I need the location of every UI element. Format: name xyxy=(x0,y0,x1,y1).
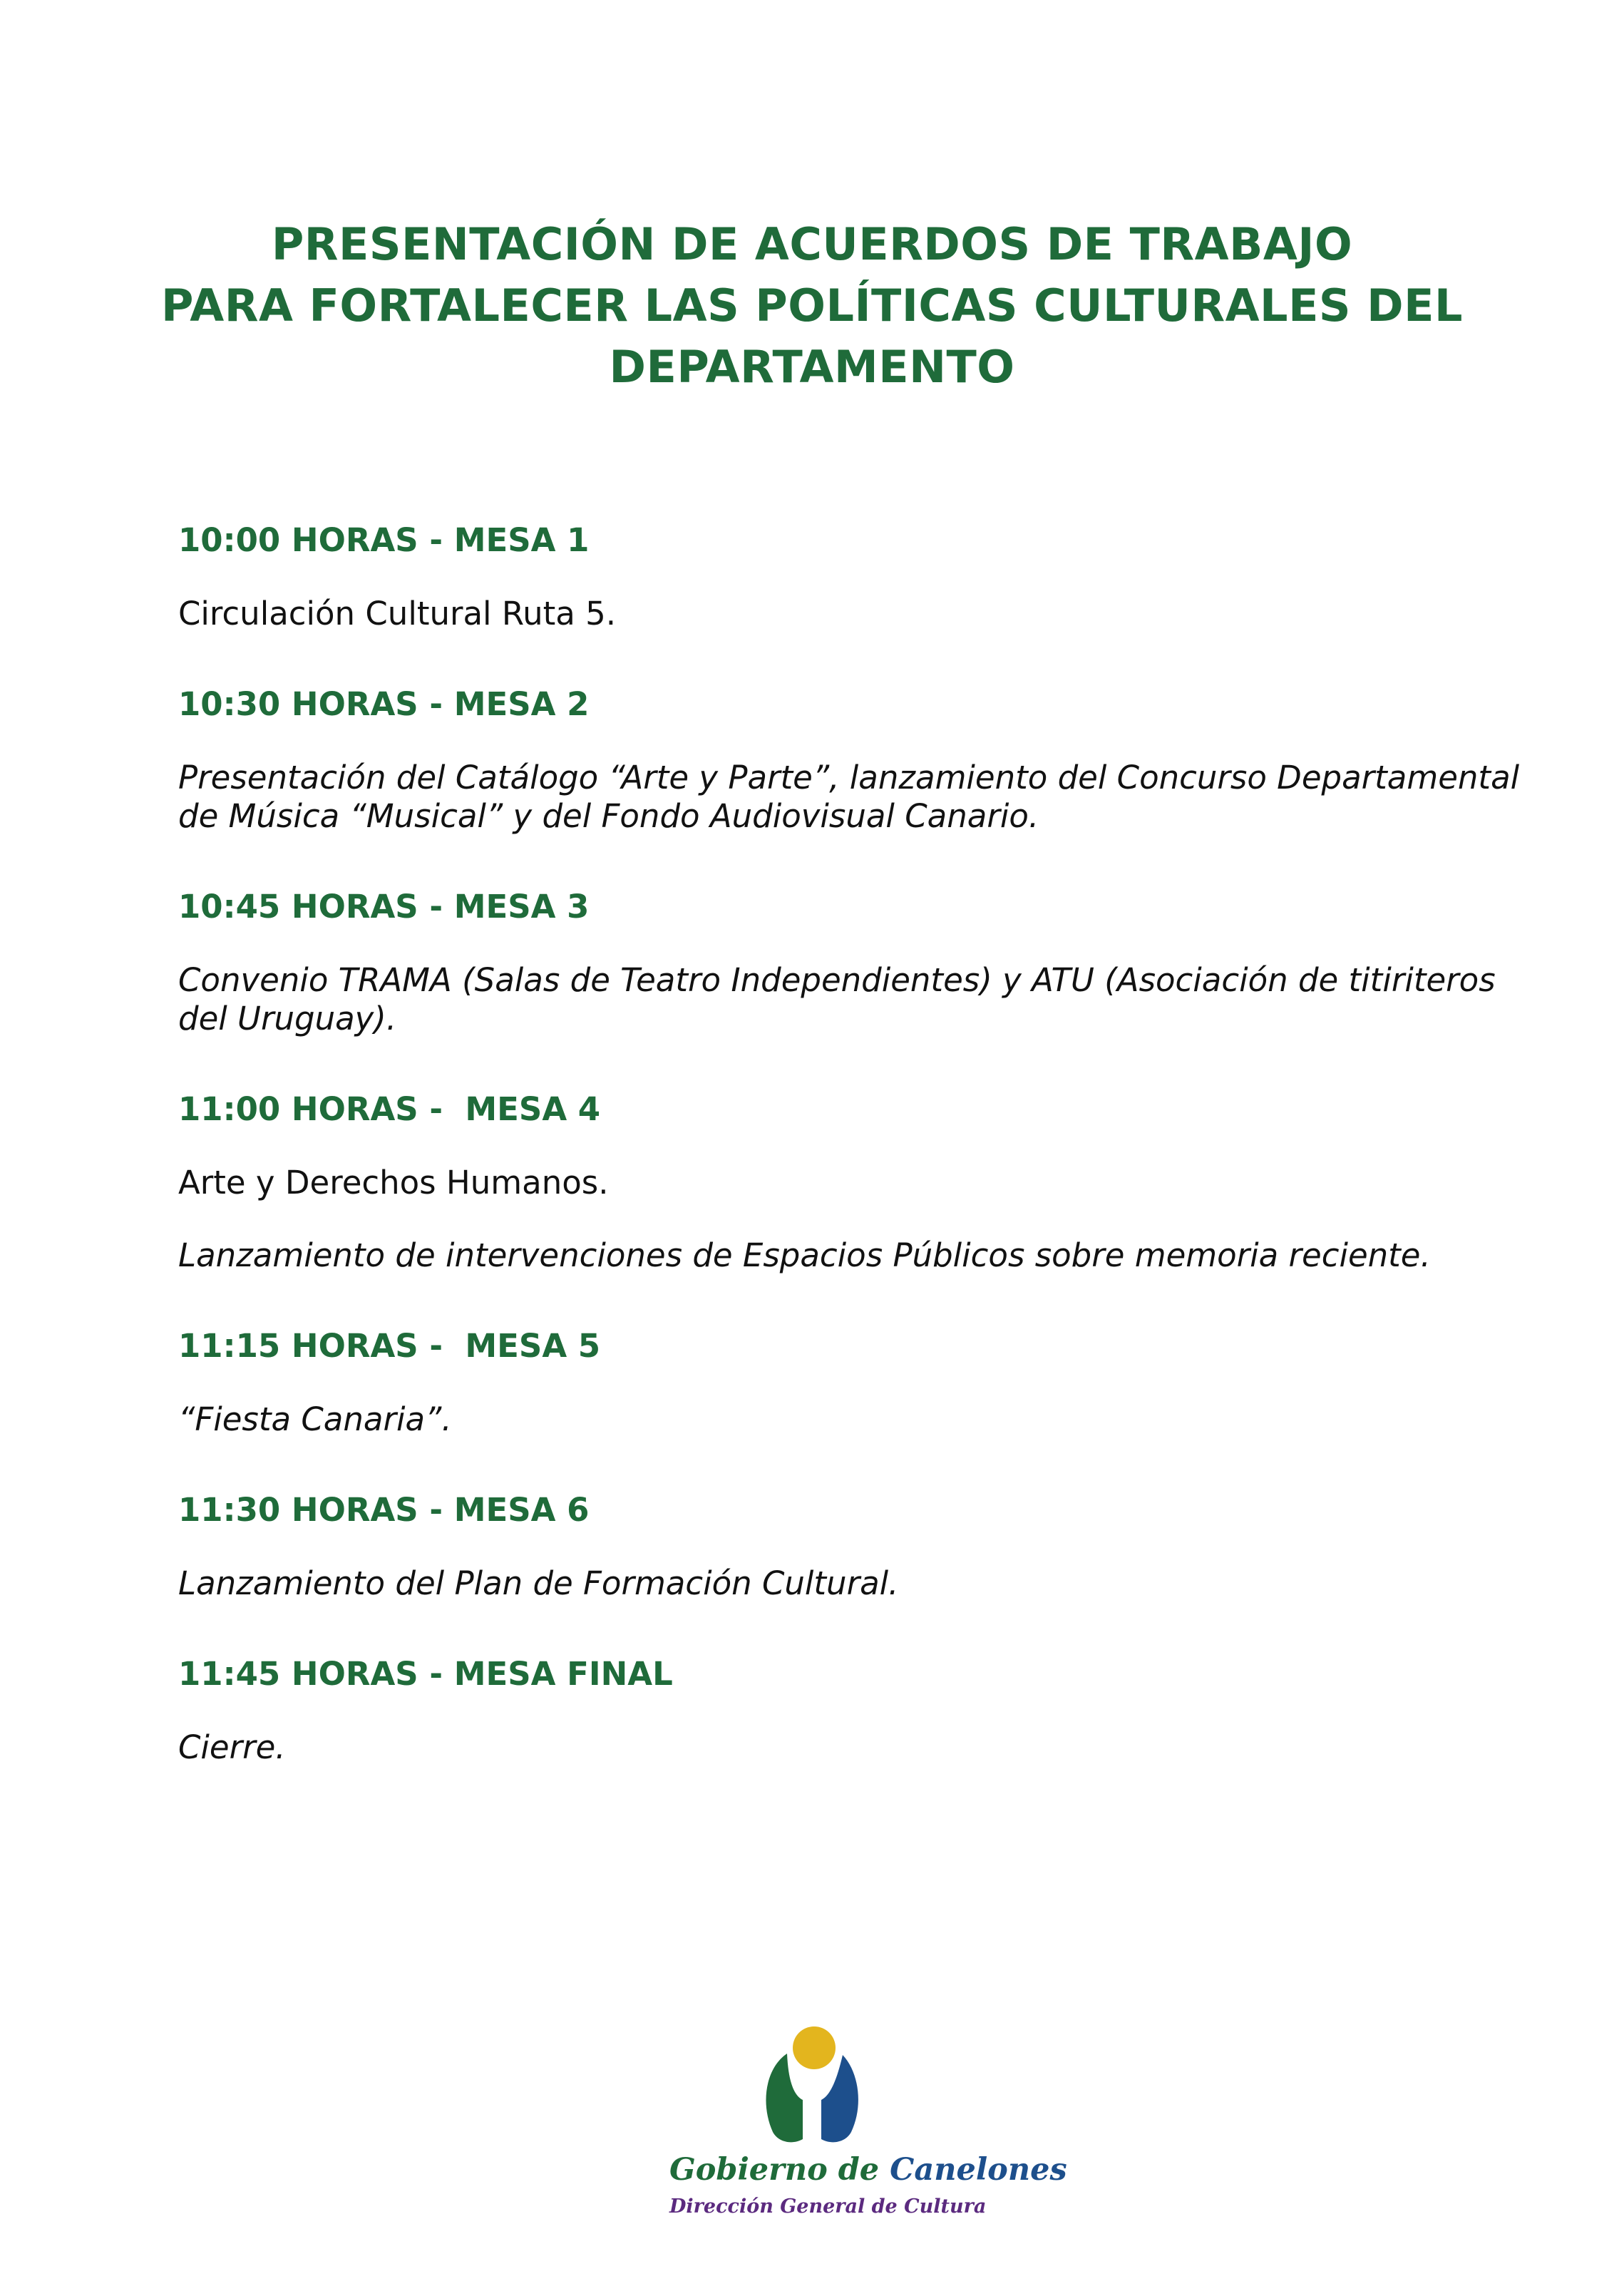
gobierno-canelones-logo xyxy=(669,2025,1067,2239)
logo-subtitle: Dirección General de Cultura xyxy=(669,2195,987,2218)
session-mesa-final xyxy=(178,1654,1533,1767)
session-heading: 11:45 HORAS - MESA FINAL xyxy=(178,1655,673,1693)
session-heading: 10:45 HORAS - MESA 3 xyxy=(178,888,590,926)
logo-name-gobierno: Gobierno de xyxy=(669,2152,880,2188)
title-line-3: DEPARTAMENTO xyxy=(609,341,1015,393)
session-mesa-6 xyxy=(178,1490,1533,1603)
title-line-2: PARA FORTALECER LAS POLÍTICAS CULTURALES DEL xyxy=(161,280,1463,332)
session-description: Presentación del Catálogo “Arte y Parte”, lanzamiento del Concurso Departamental de Música “Musical” y del Fondo Audiovisual Canario. xyxy=(178,759,1520,835)
session-mesa-3 xyxy=(178,887,1533,1038)
session-mesa-5 xyxy=(178,1326,1533,1439)
logo-emblem-icon xyxy=(759,2025,865,2146)
logo-name xyxy=(669,2150,1067,2190)
session-description: Lanzamiento del Plan de Formación Cultural. xyxy=(178,1564,899,1602)
session-description: Cierre. xyxy=(178,1728,286,1766)
title-line-1: PRESENTACIÓN DE ACUERDOS DE TRABAJO xyxy=(271,218,1353,270)
session-description: Circulación Cultural Ruta 5. xyxy=(178,595,617,632)
session-heading: 11:30 HORAS - MESA 6 xyxy=(178,1491,590,1529)
session-mesa-2 xyxy=(178,685,1533,836)
page-title xyxy=(0,214,1624,398)
session-description: Arte y Derechos Humanos. xyxy=(178,1164,609,1201)
session-mesa-4 xyxy=(178,1090,1533,1275)
session-heading: 11:00 HORAS - MESA 4 xyxy=(178,1090,601,1128)
session-description: “Fiesta Canaria”. xyxy=(178,1400,452,1438)
session-heading: 10:00 HORAS - MESA 1 xyxy=(178,521,590,559)
session-description: Convenio TRAMA (Salas de Teatro Independientes) y ATU (Asociación de titiriteros del Uruguay). xyxy=(178,961,1496,1037)
session-heading: 10:30 HORAS - MESA 2 xyxy=(178,685,590,723)
session-heading: 11:15 HORAS - MESA 5 xyxy=(178,1327,601,1365)
session-description: Lanzamiento de intervenciones de Espacios Públicos sobre memoria reciente. xyxy=(178,1236,1431,1274)
logo-name-canelones: Canelones xyxy=(890,2152,1067,2188)
program-list xyxy=(178,521,1533,1767)
session-mesa-1 xyxy=(178,521,1533,633)
